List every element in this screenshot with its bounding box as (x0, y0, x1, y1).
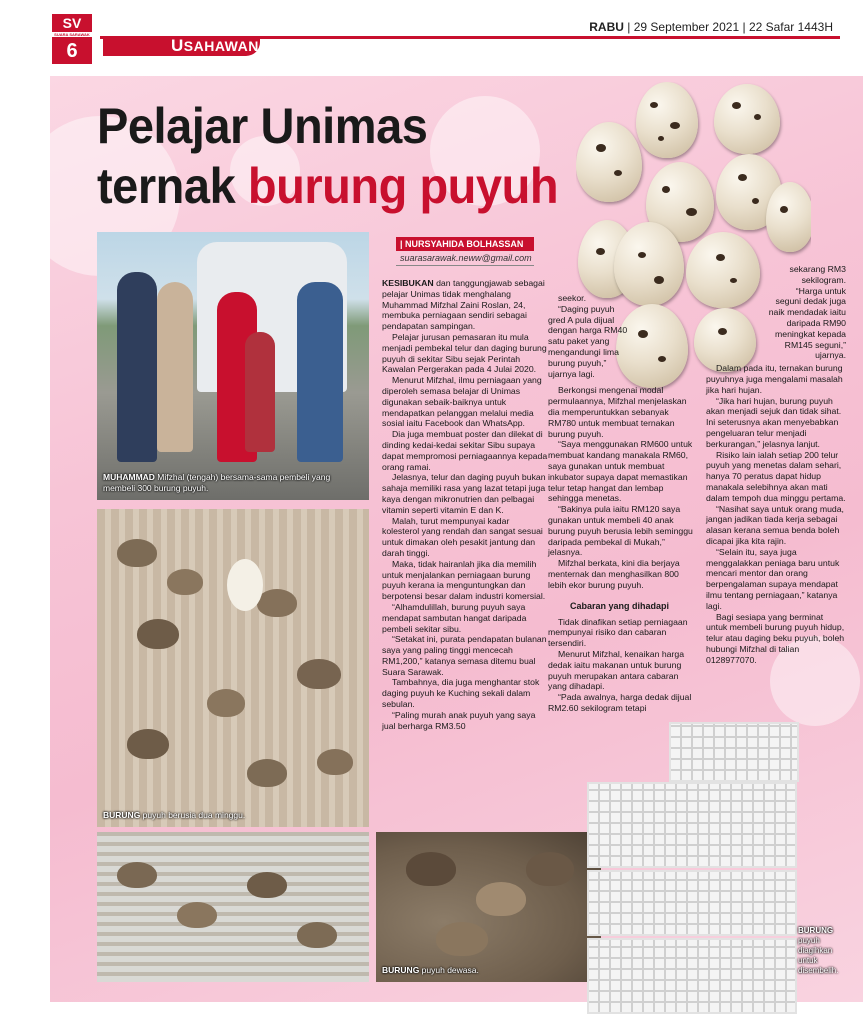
byline-author-name: NURSYAHIDA BOLHASSAN (405, 239, 524, 249)
photo-buyers-caption (103, 472, 353, 494)
logo-small-text: SUARA SARAWAK (52, 32, 92, 37)
photo-adult-quail-caption (382, 965, 479, 976)
article-paragraph: “Saya menggunakan RM600 untuk membuat kandang manakala RM60, saya gunakan untuk membuat inkubator supaya dapat memastikan telur tetap hangat dan lembap sehingga menetas. (548, 439, 693, 504)
page-number: 6 (52, 38, 92, 64)
white-object (227, 559, 263, 611)
article-paragraph: Mifzhal berkata, kini dia berjaya menternak dan menghasilkan 800 lebih ekor burung puyuh. (548, 558, 680, 590)
photo-young-quail-caption (103, 810, 245, 821)
article-lead-word: KESIBUKAN (382, 278, 434, 288)
article-paragraph: “Alhamdulillah, burung puyuh saya mendapat sambutan hangat daripada pembeli sekitar sibu. (382, 601, 527, 634)
caption-text: Mifzhal (tengah) bersama-sama pembeli yang membeli 300 burung puyuh. (103, 472, 331, 493)
article-paragraph: “Daging puyuh gred A pula dijual dengan harga RM40 satu paket yang mengandungi lima burung puyuh,” ujarnya lagi. (548, 303, 628, 379)
headline-line-2-red: burung puyuh (247, 158, 559, 214)
article-paragraph (382, 278, 548, 332)
article-column-2 (548, 293, 693, 714)
article-paragraph-text: dan tanggungjawab sebagai pelajar Unimas tidak menghalang Muhammad Mifzhal Zaini Roslan, 24, membuka perniagaan sendiri sebagai pendapatan sampingan. (382, 278, 545, 332)
crate (587, 938, 797, 1014)
article-paragraph: “Setakat ini, purata pendapatan bulanan saya yang paling tinggi mencecah RM1,200,” katanya semasa ditemu bual Suara Sarawak. (382, 634, 547, 677)
photo-buyers (97, 232, 369, 500)
article-paragraph: seekor. (558, 293, 587, 303)
subheading: Cabaran yang dihadapi (570, 600, 670, 611)
article-paragraph: Dalam pada itu, ternakan burung puyuhnya juga mengalami masalah jika hari hujan. (706, 363, 843, 395)
caption-lead: BURUNG (382, 965, 420, 975)
column-2-wrap-block (548, 293, 633, 379)
egg-image (576, 122, 642, 202)
article-paragraph: “Harga untuk seguni dedak juga naik mendadak iaitu daripada RM90 meningkat kepada RM145 seguni,” ujarnya. (768, 285, 846, 361)
byline-author: | NURSYAHIDA BOLHASSAN (396, 237, 534, 251)
section-label (103, 36, 260, 56)
photo-adult-quail (376, 832, 601, 982)
dateline: RABU | 29 September 2021 | 22 Safar 1443H (589, 20, 833, 34)
article-paragraph: Risiko lain ialah setiap 200 telur puyuh yang menetas dalam sehari, hanya 70 peratus dapat hidup manakala selebihnya akan mati dalam tempoh dua minggu pertama. (706, 449, 846, 503)
headline-line-2-black: ternak (97, 158, 248, 214)
dateline-day: RABU (589, 20, 624, 34)
article-paragraph: Menurut Mifzhal, kenaikan harga dedak iaitu makanan untuk burung puyuh merupakan antara cabaran yang dihadapi. (548, 648, 685, 692)
caption-lead: BURUNG (103, 810, 141, 820)
caption-text: puyuh dewasa. (419, 965, 479, 975)
crate (669, 722, 799, 782)
article-paragraph: “Pada awalnya, harga dedak dijual RM2.60 sekilogram tetapi (548, 692, 692, 713)
article-paragraph: “Selain itu, saya juga menggalakkan peniaga baru untuk mencari mentor dan orang berpengalaman supaya mendapat ilmu tentang perniagaan,” katanya lagi. (706, 546, 840, 611)
photo-crates-caption (798, 926, 850, 976)
article-paragraph: sekarang RM3 sekilogram. (789, 264, 846, 285)
crate (587, 782, 797, 868)
article-paragraph: Dia juga membuat poster dan dilekat di dinding kedai-kedai sekitar Sibu supaya dapat mempromosi perniagaannya kepada orang ramai. (382, 429, 548, 472)
article-paragraph: Jelasnya, telur dan daging puyuh bukan sahaja memiliki rasa yang lazat tetapi juga kaya dengan mikronutrien dan pelbagai vitamin seperti vitamin E dan K. (382, 472, 546, 515)
person-shape (117, 272, 157, 462)
article-paragraph: Menurut Mifzhal, ilmu perniagaan yang diperoleh semasa belajar di Unimas digunakan sebaik-baiknya untuk mendapatkan pelanggan melalui media sosial iaitu Facebook dan WhatsApp. (382, 375, 542, 429)
caption-lead: MUHAMMAD (103, 472, 155, 482)
crate (587, 870, 797, 936)
caption-text: puyuh berusia dua minggu. (140, 810, 246, 820)
logo-text: SV (62, 15, 82, 31)
headline (97, 96, 558, 216)
byline-email[interactable]: suarasarawak.neww@gmail.com (400, 253, 532, 263)
person-shape (297, 282, 343, 462)
egg-image (766, 182, 811, 252)
section-label-rest: SAHAWAN (183, 38, 259, 54)
column-3-wrap-block (706, 264, 846, 361)
dateline-date: 29 September 2021 (633, 20, 740, 34)
article-paragraph: “Jika hari hujan, burung puyuh akan menjadi sejuk dan tidak sihat. Ini seterusnya akan menyebabkan pengeluaran telur menjadi berkurangan,” jelasnya lanjut. (706, 395, 842, 449)
egg-image (714, 84, 780, 154)
article-paragraph: “Bakinya pula iaitu RM120 saya gunakan untuk membeli 40 anak burung puyuh berusia lebih seminggu daripada pembekal di Mukah,” jelasnya. (548, 504, 693, 558)
photo-quail-in-cage (97, 832, 369, 982)
headline-line-2 (97, 156, 558, 216)
article-paragraph: Tidak dinafikan setiap perniagaan mempunyai risiko dan cabaran tersendiri. (548, 616, 688, 649)
section-label-initial: U (171, 36, 184, 55)
article-paragraph: “Nasihat saya untuk orang muda, jangan jadikan tiada kerja sebagai alasan kerana semua benda boleh dicapai jika kita rajin. (706, 503, 844, 546)
egg-image (636, 82, 698, 158)
caption-lead: BURUNG (798, 926, 834, 935)
dateline-hijri: 22 Safar 1443H (748, 20, 833, 34)
person-shape (245, 332, 275, 452)
photo-young-quail (97, 509, 369, 827)
article-column-3 (706, 264, 846, 665)
caption-text: puyuh diagihkan untuk disembelih. (798, 936, 839, 975)
page-header (0, 0, 863, 76)
article-paragraph: Berkongsi mengenai modal permulaannya, Mifzhal menjelaskan dia memperuntukkan sebanyak RM780 untuk membuat ternakan burung puyuh. (548, 385, 687, 439)
article-paragraph: Malah, turut mempunyai kadar kolesterol yang rendah dan sangat sesuai untuk dimakan oleh pesakit jantung dan darah tinggi. (382, 515, 543, 558)
byline-rule (396, 265, 534, 266)
article-paragraph: “Paling murah anak puyuh yang saya jual berharga RM3.50 (382, 709, 536, 731)
article-column-1 (382, 278, 548, 731)
article-paragraph: Tambahnya, dia juga menghantar stok daging puyuh ke Kuching sekali dalam sebulan. (382, 677, 540, 710)
photo-crates (577, 718, 805, 1016)
publication-logo (52, 14, 92, 38)
article-paragraph: Pelajar jurusan pemasaran itu mula menjadi pembekal telur dan daging burung puyuh di sekitar Sibu sejak Perintah Kawalan Pergerakan pada 4 Julai 2020. (382, 331, 547, 375)
article-paragraph: Maka, tidak hairanlah jika dia memilih untuk menjalankan perniagaan burung puyuh kerana ia menguntungkan dan berpotensi besar dalam industri komersial. (382, 558, 546, 602)
article-paragraph: Bagi sesiapa yang berminat untuk membeli burung puyuh hidup, telur atau daging beku puyuh, boleh hubungi Mifzhal di talian 0128977070. (706, 611, 845, 665)
headline-line-1: Pelajar Unimas (97, 98, 428, 154)
person-shape (157, 282, 193, 452)
